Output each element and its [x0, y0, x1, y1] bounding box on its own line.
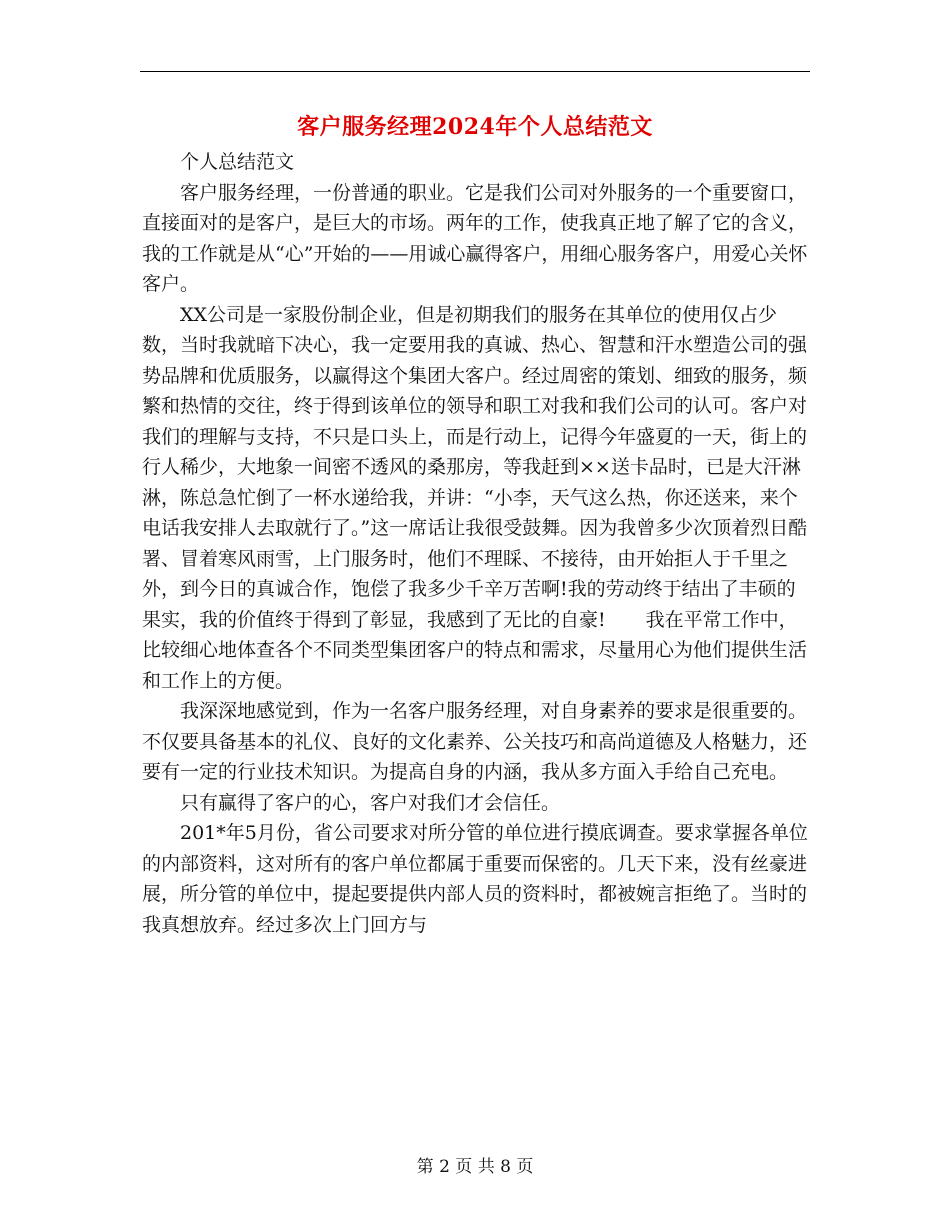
body-paragraph-part-2: 我在平常工作中，比较细心地体查各个不同类型集团客户的特点和需求，尽量用心为他们提供生活和工作上的方便。: [142, 608, 808, 692]
header-rule: [140, 71, 810, 72]
body-paragraph: 客户服务经理，一份普通的职业。它是我们公司对外服务的一个重要窗口，直接面对的是客户，是巨大的市场。两年的工作，使我真正地了解了它的含义，我的工作就是从“心”开始的——用诚心赢得客户，用细心服务客户，用爱心关怀客户。: [142, 181, 808, 295]
body-paragraph: 只有赢得了客户的心，客户对我们才会信任。: [180, 791, 561, 814]
page-footer: 第 2 页 共 8 页: [416, 1157, 534, 1177]
document-title: 客户服务经理2024年个人总结范文: [297, 114, 653, 140]
body-paragraph: 我深深地感觉到，作为一名客户服务经理，对自身素养的要求是很重要的。不仅要具备基本的礼仪、良好的文化素养、公关技巧和高尚道德及人格魅力，还要有一定的行业技术知识。为提高自身的内涵，我从多方面入手给自己充电。: [142, 700, 808, 783]
document-body: [142, 147, 812, 940]
body-paragraph-part-1: XX公司是一家股份制企业，但是初期我们的服务在其单位的使用仅占少数，当时我就暗下决心，我一定要用我的真诚、热心、智慧和汗水塑造公司的强势品牌和优质服务，以赢得这个集团大客户。经过周密的策划、细致的服务，频繁和热情的交往，终于得到该单位的领导和职工对我和我们公司的认可。客户对我们的理解与支持，不只是口头上，而是行动上，记得今年盛夏的一天，街上的行人稀少，大地象一间密不透风的桑那房，等我赶到××送卡品时，已是大汗淋淋，陈总急忙倒了一杯水递给我，并讲：“小李，天气这么热，你还送来，来个电话我安排人去取就行了。”这一席话让我很受鼓舞。因为我曾多少次顶着烈日酷署、冒着寒风雨雪，上门服务时，他们不理睬、不接待，由开始拒人于千里之外，到今日的真诚合作，饱偿了我多少千辛万苦啊!我的劳动终于结出了丰硕的果实，我的价值终于得到了彰显，我感到了无比的自豪!: [142, 303, 808, 631]
body-paragraph-merged: [142, 300, 812, 697]
body-paragraph-subtitle: 个人总结范文: [180, 151, 295, 173]
body-paragraph: 201*年5月份，省公司要求对所分管的单位进行摸底调查。要求掌握各单位的内部资料，这对所有的客户单位都属于重要而保密的。几天下来，没有丝豪进展，所分管的单位中，提起要提供内部人员的资料时，都被婉言拒绝了。当时的我真想放弃。经过多次上门回方与: [142, 822, 808, 936]
